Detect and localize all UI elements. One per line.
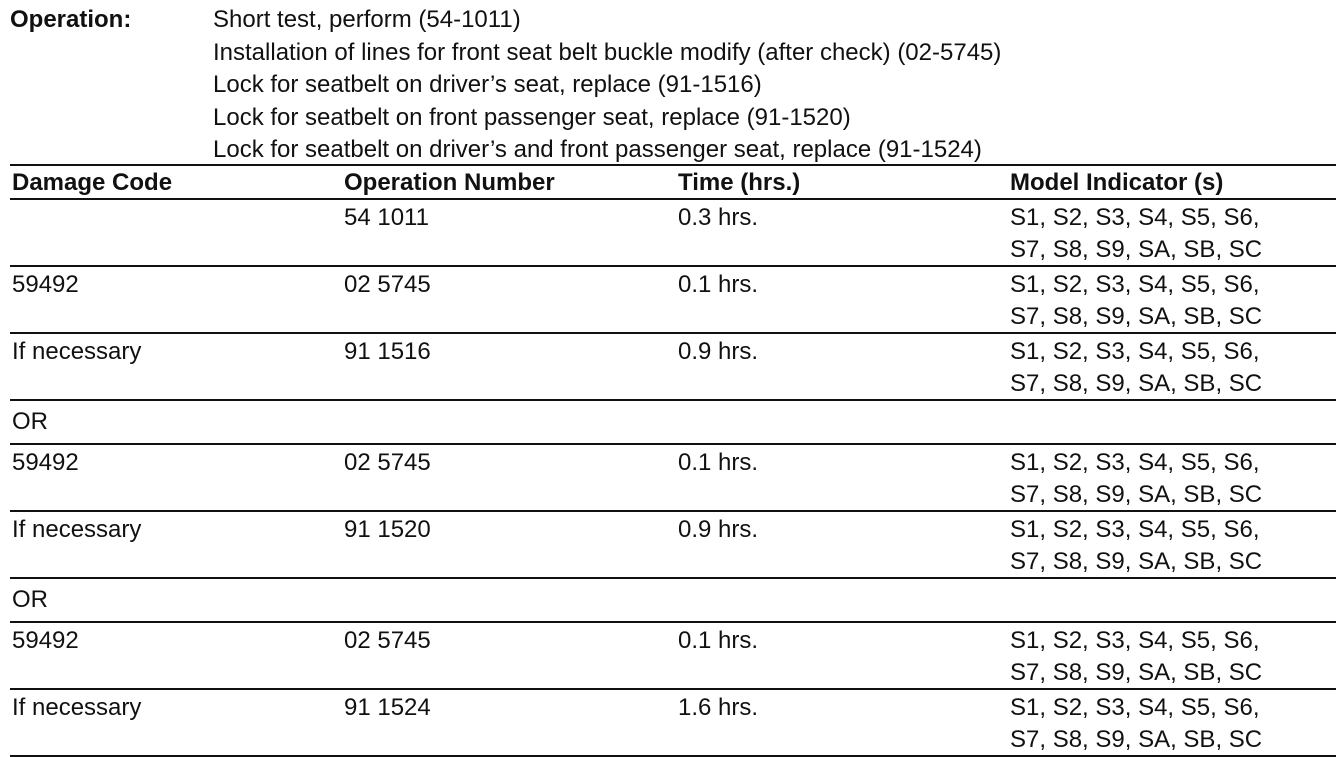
damage-code-cell: If necessary (12, 516, 142, 543)
model-indicator-line: S1, S2, S3, S4, S5, S6, (1010, 516, 1260, 543)
operation-line: Installation of lines for front seat belt buckle modify (after check) (02-5745) (213, 38, 1002, 66)
operation-number-cell: 02 5745 (344, 449, 431, 476)
operation-number-cell: 02 5745 (344, 271, 431, 298)
operation-line: Lock for seatbelt on driver’s seat, replace (91-1516) (213, 71, 762, 98)
model-indicator-line: S7, S8, S9, SA, SB, SC (1010, 481, 1263, 508)
operation-number-cell: 54 1011 (344, 204, 429, 231)
or-label: OR (12, 586, 48, 613)
table-row (10, 512, 1336, 579)
model-indicator-line: S7, S8, S9, SA, SB, SC (1010, 659, 1263, 686)
header-model-indicator: Model Indicator (s) (1010, 169, 1224, 196)
model-indicator-cell (1010, 625, 1262, 689)
model-indicator-line: S1, S2, S3, S4, S5, S6, (1010, 627, 1260, 654)
operation-number-cell: 91 1516 (344, 338, 431, 365)
operation-list (213, 4, 1333, 167)
model-indicator-cell (1010, 269, 1262, 333)
model-indicator-line: S1, S2, S3, S4, S5, S6, (1010, 338, 1260, 365)
time-cell: 0.3 hrs. (678, 204, 759, 231)
operation-number-cell: 91 1524 (344, 694, 431, 721)
damage-code-cell: If necessary (12, 694, 142, 721)
header-time: Time (hrs.) (678, 169, 801, 196)
model-indicator-cell (1010, 514, 1262, 578)
damage-code-cell: 59492 (12, 627, 79, 654)
header-operation-number: Operation Number (344, 169, 555, 196)
model-indicator-cell (1010, 336, 1262, 400)
operation-line: Short test, perform (54-1011) (213, 6, 521, 33)
operation-line: Lock for seatbelt on front passenger seat, replace (91-1520) (213, 103, 851, 131)
damage-code-cell: 59492 (12, 271, 79, 298)
time-cell: 0.1 hrs. (678, 627, 759, 654)
table-row (10, 623, 1336, 690)
or-separator-row (10, 401, 1336, 445)
or-separator-row (10, 579, 1336, 623)
time-cell: 0.1 hrs. (678, 271, 759, 298)
table-row (10, 445, 1336, 512)
table-header-row (10, 166, 1336, 200)
model-indicator-line: S1, S2, S3, S4, S5, S6, (1010, 449, 1260, 476)
model-indicator-line: S7, S8, S9, SA, SB, SC (1010, 726, 1263, 753)
model-indicator-line: S7, S8, S9, SA, SB, SC (1010, 548, 1263, 575)
labor-time-table (10, 164, 1336, 757)
model-indicator-cell (1010, 447, 1262, 511)
table-row (10, 690, 1336, 757)
operation-label: Operation: (10, 6, 132, 33)
model-indicator-line: S7, S8, S9, SA, SB, SC (1010, 303, 1263, 330)
model-indicator-line: S7, S8, S9, SA, SB, SC (1010, 370, 1263, 397)
damage-code-cell: 59492 (12, 449, 79, 476)
model-indicator-line: S1, S2, S3, S4, S5, S6, (1010, 271, 1260, 298)
model-indicator-line: S7, S8, S9, SA, SB, SC (1010, 236, 1263, 263)
header-damage-code: Damage Code (12, 169, 173, 196)
model-indicator-cell (1010, 202, 1262, 266)
operation-number-cell: 02 5745 (344, 627, 431, 654)
operation-number-cell: 91 1520 (344, 516, 431, 543)
table-row (10, 267, 1336, 334)
or-label: OR (12, 408, 48, 435)
damage-code-cell: If necessary (12, 338, 142, 365)
model-indicator-line: S1, S2, S3, S4, S5, S6, (1010, 204, 1260, 231)
table-row (10, 334, 1336, 401)
model-indicator-cell (1010, 692, 1262, 756)
time-cell: 0.9 hrs. (678, 338, 759, 365)
time-cell: 1.6 hrs. (678, 694, 759, 721)
time-cell: 0.9 hrs. (678, 516, 759, 543)
operation-line: Lock for seatbelt on driver’s and front passenger seat, replace (91-1524) (213, 136, 982, 163)
model-indicator-line: S1, S2, S3, S4, S5, S6, (1010, 694, 1260, 721)
time-cell: 0.1 hrs. (678, 449, 759, 476)
table-row (10, 200, 1336, 267)
